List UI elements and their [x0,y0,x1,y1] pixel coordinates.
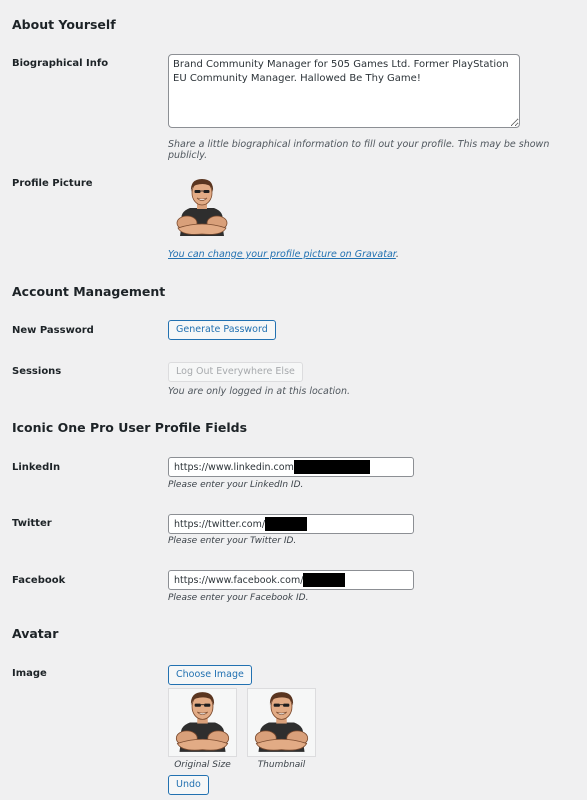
choose-image-button[interactable]: Choose Image [168,665,252,685]
generate-password-button[interactable]: Generate Password [168,320,276,340]
profile-picture-label: Profile Picture [12,178,93,189]
image-label: Image [12,668,47,679]
linkedin-input[interactable] [168,457,414,477]
linkedin-input-value: https://www.linkedin.com [174,461,294,473]
biographical-info-description: Share a little biographical information to fill out your profile. This may be shown publicly. [168,139,550,161]
about-yourself-heading: About Yourself [12,17,116,32]
linkedin-description: Please enter your LinkedIn ID. [168,480,304,490]
twitter-label: Twitter [12,518,52,529]
facebook-label: Facebook [12,575,66,586]
log-out-everywhere-button[interactable]: Log Out Everywhere Else [168,362,303,382]
avatar-original-preview [168,688,237,757]
biographical-info-label: Biographical Info [12,58,109,69]
iconic-one-pro-heading: Iconic One Pro User Profile Fields [12,420,248,435]
facebook-input[interactable] [168,570,414,590]
linkedin-label: LinkedIn [12,462,61,473]
thumbnail-caption: Thumbnail [257,760,306,770]
avatar-heading: Avatar [12,626,59,641]
gravatar-suffix: . [395,249,399,260]
facebook-input-value: https://www.facebook.com/ [174,574,304,586]
gravatar-link[interactable]: You can change your profile picture on Gravatar [168,249,396,260]
undo-button[interactable]: Undo [168,775,209,795]
twitter-input[interactable] [168,514,414,534]
new-password-label: New Password [12,325,94,336]
biographical-info-textarea[interactable] [168,54,520,128]
redacted-block [303,573,345,587]
gravatar-line [168,249,399,260]
twitter-description: Please enter your Twitter ID. [168,536,297,546]
redacted-block [265,517,307,531]
avatar-thumbnail-preview [247,688,316,757]
sessions-label: Sessions [12,366,62,377]
facebook-description: Please enter your Facebook ID. [168,593,309,603]
account-management-heading: Account Management [12,284,166,299]
profile-picture-avatar [170,172,234,244]
original-size-caption: Original Size [174,760,231,770]
redacted-block [294,460,370,474]
sessions-description: You are only logged in at this location. [168,386,351,397]
twitter-input-value: https://twitter.com/ [174,518,266,530]
